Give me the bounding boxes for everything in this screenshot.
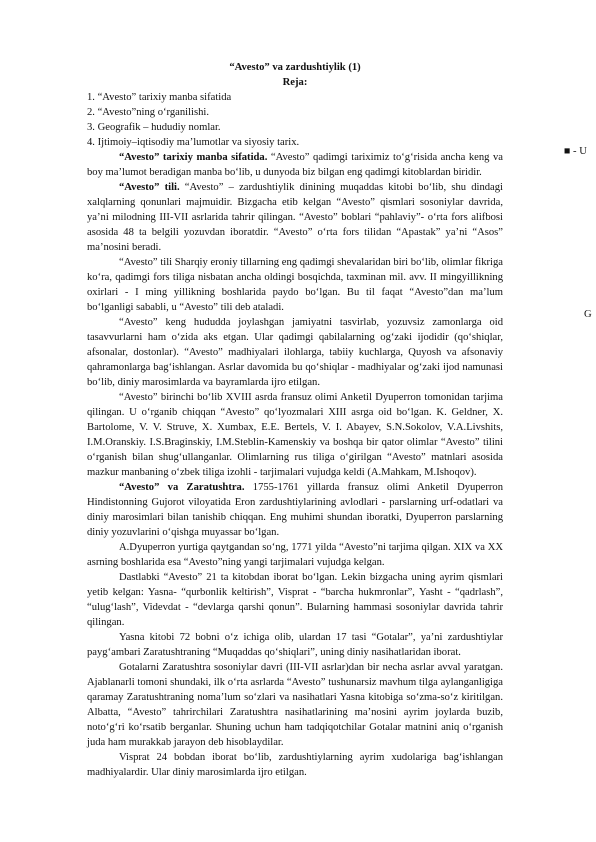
- paragraph-text: A.Dyuperron yurtiga qaytgandan so‘ng, 1771 yilda “Avesto”ni tarjima qilgan. XIX va XX asrning boshlarida esa “Avesto”ning yangi tarjimalari vujudga kelgan.: [87, 542, 503, 568]
- paragraph-lead: “Avesto” va Zaratushtra.: [119, 482, 245, 493]
- plan-title: Reja:: [282, 77, 308, 88]
- paragraph-avesto-language: [87, 180, 503, 255]
- plan-item: 1. “Avesto” tarixiy manba sifatida: [87, 92, 232, 103]
- paragraph-text: Yasna kitobi 72 bobni o‘z ichiga olib, ulardan 17 tasi “Gotalar”, ya’ni zardushtiylar payg‘ambari Zaratushtraning “Muqaddas qo‘shiqlari”, uning diniy nasihatlaridan iborat.: [87, 632, 503, 658]
- paragraph-text: “Avesto” – zardushtiylik dinining muqaddas kitobi bo‘lib, shu dindagi xalqlarning qonunlari majmuidir. Bizgacha etib kelgan “Avesto” qismlari sosoniylar davrida, ya’ni milodning III-VII asrlarida tahrir qilingan. “Avesto” boblari “pahlaviy”- o‘rta fors alifbosi asosida 48 ta belgili yozuvdan iboratdir. “Avesto” o‘rta fors tilidan “Apastak” ya’ni “Asos” ma’nosini beradi.: [87, 182, 503, 253]
- plan-item: 3. Geografik – hududiy nomlar.: [87, 122, 221, 133]
- paragraph-lead: “Avesto” tarixiy manba sifatida.: [119, 152, 268, 163]
- paragraph-text: “Avesto” birinchi bo‘lib XVIII asrda fransuz olimi Anketil Dyuperron tomonidan tarjima qilingan. U o‘rganib chiqqan “Avesto” qo‘lyozmalari XIII asrga oid bo‘lgan. K. Geldner, X. Bartolome, V. V. Struve, X. Xumbax, E.E. Bertels, V. I. Abayev, S.N.Sokolov, V.A.Livshits, I.M.Oranskiy. I.S.Braginskiy, I.M.Steblin-Kamenskiy va boshqa bir qator olimlar “Avesto” tilini o‘rganish bilan shug‘ullanganlar. Olimlarning rus tiliga o‘girilgan “Avesto” matnlari asosida mazkur manbaning o‘zbek tiliga izohli - tarjimalari vujudga keldi (A.Mahkam, M.Ishoqov).: [87, 392, 503, 478]
- paragraph: [87, 570, 503, 630]
- paragraph-avesto-zaratushtra: [87, 480, 503, 540]
- margin-mark-g: G: [584, 309, 592, 320]
- plan-item: 4. Ijtimoiy–iqtisodiy ma’lumotlar va siyosiy tarix.: [87, 137, 300, 148]
- paragraph-text: 1755-1761 yillarda fransuz olimi Anketil Dyuperron Hindistonning Gujorot viloyatida Eron zardushtiylarining avlodlari - parslarning urf-odatlari va diniy marosimlari bilan tanishib chiqqan. Eng muhimi shundan iboratki, Dyuperron parslarning diniy yozuvlarini o‘qishga muyassar bo‘lgan.: [87, 482, 504, 538]
- margin-mark-u: ■ - U: [564, 146, 587, 157]
- document-page: [87, 60, 503, 780]
- paragraph: [87, 660, 503, 750]
- paragraph: [87, 255, 503, 315]
- paragraph-text: Visprat 24 bobdan iborat bo‘lib, zardushtiylarning ayrim xudolariga bag‘ishlangan madhiyalardir. Ular diniy marosimlarda ijro etilgan.: [87, 752, 503, 778]
- paragraph-text: “Avesto” keng hududda joylashgan jamiyatni tasvirlab, yozuvsiz zamonlarga oid tasavvurlarni ham o‘zida aks etgan. Ular qadimgi qabilalarning og‘zaki ijodidir (qo‘shiqlar, afsonalar, dostonlar). “Avesto” madhiyalari ilohlarga, tabiiy kuchlarga, Quyosh va afsonaviy qahramonlarga bag‘ishlangan. Asrlar davomida bu qo‘shiqlar - madhiyalar og‘zaki ijod namunasi bo‘lib, diniy marosimlarda va bayramlarda ijro etilgan.: [87, 317, 503, 388]
- paragraph-text: Gotalarni Zaratushtra sosoniylar davri (III-VII asrlar)dan bir necha asrlar avval yaratgan. Ajablanarli tomoni shundaki, ilk o‘rta asrlarda “Avesto” tushunarsiz mavhum tilga aylanganligiga qaramay Zaratushtraning noma’lum so‘zlari va nasihatlari Yasna kitobiga so‘zma-so‘z kiritilgan. Albatta, “Avesto” tahrirchilari Zaratushtra nasihatlarining ma’nosini ayrim joylarda buzib, noto‘g‘ri ko‘rsatib berganlar. Shuning uchun ham tadqiqotchilar Gotalar matnini aniq o‘rganish juda ham murakkab jarayon deb hisoblaydilar.: [87, 662, 503, 748]
- paragraph: [87, 390, 503, 480]
- paragraph: [87, 750, 503, 780]
- paragraph-text: “Avesto” tili Sharqiy eroniy tillarning eng qadimgi shevalaridan biri bo‘lib, olimlar fikriga ko‘ra, qadimgi fors tiliga nisbatan ancha oldingi bosqichda, taxminan mil. avv. II mingyillikning oxirlari - I ming yillikning boshlarida paydo bo‘lgan. Bu til faqat “Avesto”dan ma’lum bo‘lganligi sababli, u “Avesto” tili deb ataladi.: [87, 257, 503, 313]
- paragraph-avesto-historical-source: [87, 150, 503, 180]
- paragraph-text: “Avesto” qadimgi tariximiz to‘g‘risida ancha keng va boy ma’lumot beradigan manba bo‘lib, u dunyoda biz bilgan eng qadimgi kitoblardan biridir.: [87, 152, 503, 178]
- paragraph: [87, 540, 503, 570]
- document-title: “Avesto” va zardushtiylik (1): [229, 62, 361, 73]
- paragraph: [87, 630, 503, 660]
- plan-item: 2. “Avesto”ning o‘rganilishi.: [87, 107, 210, 118]
- paragraph-text: Dastlabki “Avesto” 21 ta kitobdan iborat bo‘lgan. Lekin bizgacha uning ayrim qismlari yetib kelgan: Yasna- “qurbonlik keltirish”, Visprat - “barcha hukmronlar”, Yasht - “qadrlash”, “ulug‘lash”, Videvdat - “devlarga qarshi qonun”. Bularning hammasi sosoniylar davrida tahrir qilingan.: [87, 572, 503, 628]
- paragraph-lead: “Avesto” tili.: [119, 182, 180, 193]
- paragraph: [87, 315, 503, 390]
